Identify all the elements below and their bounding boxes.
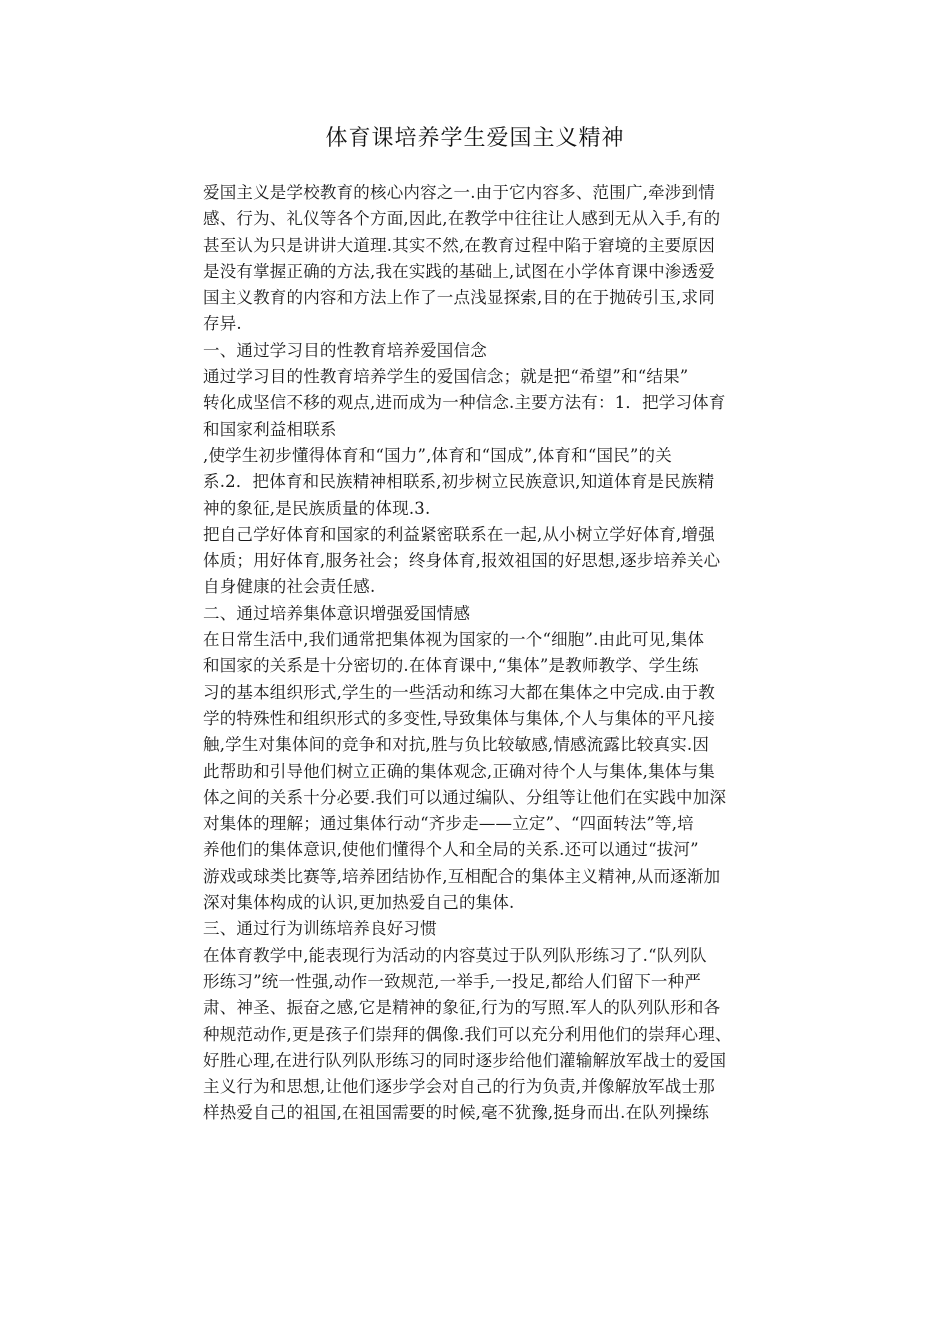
text-line: 主义行为和思想,让他们逐步学会对自己的行为负责,并像解放军战士那 [203, 1077, 715, 1097]
text-line: 是没有掌握正确的方法,我在实践的基础上,试图在小学体育课中渗透爱 [203, 261, 715, 281]
text-line: 自身健康的社会责任感. [203, 577, 376, 597]
text-line: 国主义教育的内容和方法上作了一点浅显探索,目的在于抛砖引玉,求同 [203, 288, 715, 308]
text-line: 游戏或球类比赛等,培养团结协作,互相配合的集体主义精神,从而逐渐加 [203, 866, 721, 886]
text-line: 和国家利益相联系 [203, 419, 337, 439]
text-line: 存异. [203, 314, 242, 334]
text-line: 学的特殊性和组织形式的多变性,导致集体与集体,个人与集体的平凡接 [203, 708, 715, 728]
text-line: 好胜心理,在进行队列队形练习的同时逐步给他们灌输解放军战士的爱国 [203, 1050, 727, 1070]
text-line: 二、通过培养集体意识增强爱国情感 [203, 603, 471, 623]
text-line: 神的象征,是民族质量的体现.3. [203, 498, 431, 518]
text-line: 习的基本组织形式,学生的一些活动和练习大都在集体之中完成.由于教 [203, 682, 715, 702]
text-line: 转化成坚信不移的观点,进而成为一种信念.主要方法有：1．把学习体育 [203, 393, 726, 413]
text-line: 甚至认为只是讲讲大道理.其实不然,在教育过程中陷于窘境的主要原因 [203, 235, 715, 255]
text-line: 感、行为、礼仪等各个方面,因此,在教学中往往让人感到无从入手,有的 [203, 209, 721, 229]
text-line: 三、通过行为训练培养良好习惯 [203, 919, 437, 939]
text-line: 一、通过学习目的性教育培养爱国信念 [203, 340, 487, 360]
text-line: ,使学生初步懂得体育和“国力”,体育和“国成”,体育和“国民”的关 [203, 445, 672, 465]
text-line: 和国家的关系是十分密切的.在体育课中,“集体”是教师教学、学生练 [203, 656, 699, 676]
text-line: 种规范动作,更是孩子们崇拜的偶像.我们可以充分利用他们的崇拜心理、 [203, 1024, 732, 1044]
text-line: 体之间的关系十分必要.我们可以通过编队、分组等让他们在实践中加深 [203, 787, 727, 807]
text-line: 在日常生活中,我们通常把集体视为国家的一个“细胞”.由此可见,集体 [203, 630, 705, 650]
document-body [203, 180, 809, 1127]
text-line: 养他们的集体意识,使他们懂得个人和全局的关系.还可以通过“拔河” [203, 840, 699, 860]
text-line: 深对集体构成的认识,更加热爱自己的集体. [203, 893, 515, 913]
text-line: 触,学生对集体间的竞争和对抗,胜与负比较敏感,情感流露比较真实.因 [203, 735, 710, 755]
text-line: 对集体的理解；通过集体行动“齐步走——立定”、“四面转法”等,培 [203, 814, 694, 834]
text-line: 样热爱自己的祖国,在祖国需要的时候,毫不犹豫,挺身而出.在队列操练 [203, 1103, 710, 1123]
text-line: 把自己学好体育和国家的利益紧密联系在一起,从小树立学好体育,增强 [203, 524, 715, 544]
text-line: 系.2．把体育和民族精神相联系,初步树立民族意识,知道体育是民族精 [203, 472, 715, 492]
text-line: 体质；用好体育,服务社会；终身体育,报效祖国的好思想,逐步培养关心 [203, 551, 721, 571]
text-line: 此帮助和引导他们树立正确的集体观念,正确对待个人与集体,集体与集 [203, 761, 715, 781]
text-line: 形练习”统一性强,动作一致规范,一举手,一投足,都给人们留下一种严 [203, 971, 702, 991]
text-line: 爱国主义是学校教育的核心内容之一.由于它内容多、范围广,牵涉到情 [203, 183, 715, 202]
document-title: 体育课培养学生爱国主义精神 [325, 126, 625, 151]
text-line: 通过学习目的性教育培养学生的爱国信念；就是把“希望”和“结果” [203, 367, 689, 387]
text-line: 在体育教学中,能表现行为活动的内容莫过于队列队形练习了.“队列队 [203, 945, 707, 965]
text-line: 肃、神圣、振奋之感,它是精神的象征,行为的写照.军人的队列队形和各 [203, 998, 721, 1018]
